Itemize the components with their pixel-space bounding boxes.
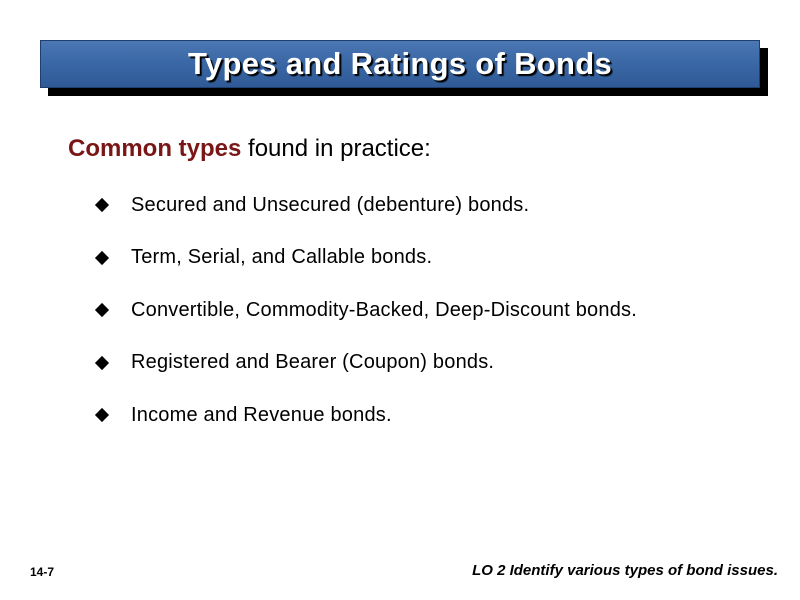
list-item — [94, 295, 637, 325]
list-item — [94, 243, 637, 273]
list-item — [94, 190, 637, 220]
slide-title: Types and Ratings of Bonds — [187, 46, 613, 81]
bullet-text: Secured and Unsecured (debenture) bonds. — [131, 193, 530, 216]
diamond-icon — [95, 355, 109, 369]
bullet-text: Registered and Bearer (Coupon) bonds. — [131, 351, 495, 373]
diamond-icon — [95, 303, 109, 317]
diamond-icon — [95, 250, 109, 264]
bullet-text: Income and Revenue bonds. — [131, 403, 392, 426]
list-item — [94, 348, 637, 378]
learning-objective: LO 2 Identify various types of bond issues. — [472, 562, 778, 579]
title-bar — [40, 40, 760, 88]
diamond-icon — [95, 408, 109, 422]
lead-rest: found in practice: — [241, 135, 431, 162]
bullet-text: Term, Serial, and Callable bonds. — [131, 246, 433, 268]
list-item — [94, 400, 637, 430]
diamond-icon — [95, 198, 109, 212]
bullet-list — [94, 190, 637, 453]
bullet-text: Convertible, Commodity-Backed, Deep-Discount bonds. — [131, 298, 637, 321]
lead-highlight: Common types — [68, 135, 242, 162]
slide-number: 14-7 — [30, 565, 55, 579]
lead-sentence — [68, 135, 431, 163]
